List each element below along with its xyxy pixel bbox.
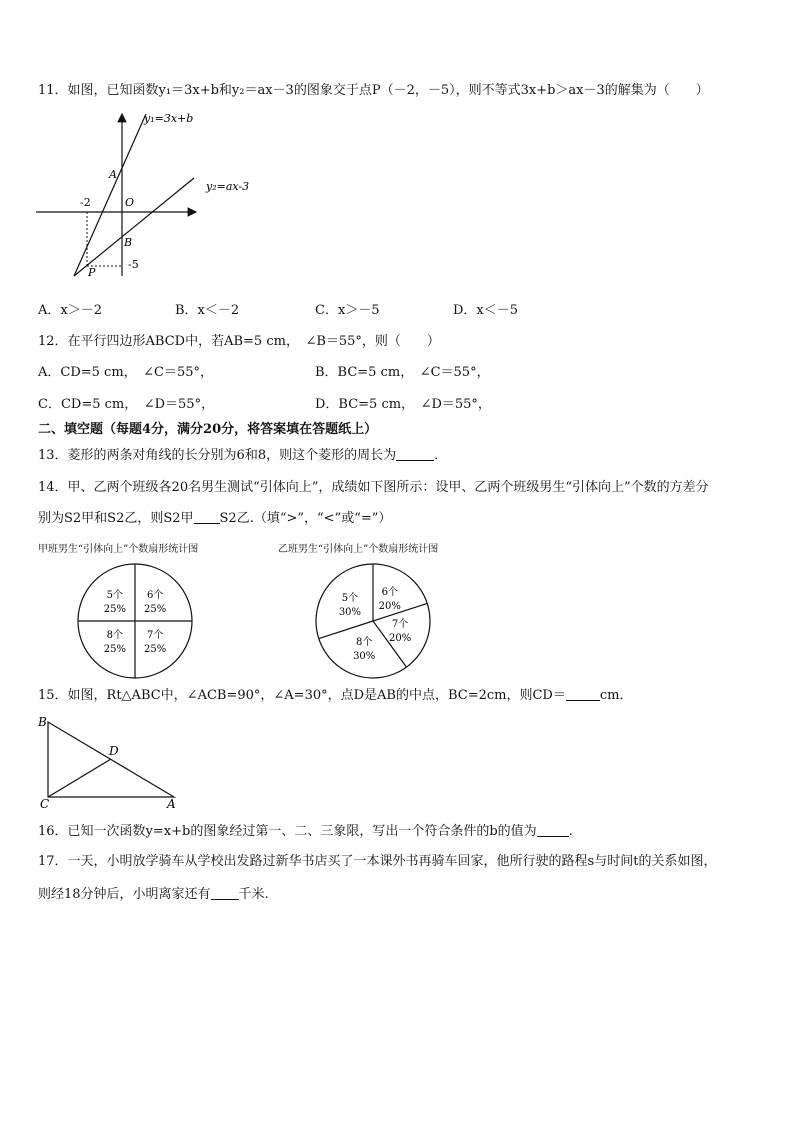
pie-category-label: 5个 <box>106 589 124 601</box>
q17-line2-before: 则经18分钟后，小明离家还有 <box>38 887 211 902</box>
label-D: D <box>109 744 119 758</box>
pie-category-label: 8个 <box>356 637 373 649</box>
pie-percent-label: 25% <box>144 603 167 615</box>
label-O: O <box>125 196 135 209</box>
q11-option-d: D．x＜－5 <box>453 303 519 318</box>
pie-percent-label: 20% <box>388 632 412 644</box>
q16-answer-blank[interactable] <box>537 822 569 837</box>
label-y1: y₁=3x+b <box>144 112 194 125</box>
label-B: B <box>124 236 133 249</box>
q17-answer-blank[interactable] <box>211 885 239 900</box>
pie-category-label: 5个 <box>341 593 359 605</box>
pie-category-label: 7个 <box>391 618 409 630</box>
pie-percent-label: 25% <box>103 603 126 615</box>
q13-answer-blank[interactable] <box>396 446 434 461</box>
q12-option-c: C．CD=5 cm， ∠D＝55°， <box>38 397 215 412</box>
q16-text <box>38 822 573 841</box>
q15-text <box>38 686 632 705</box>
line-y1 <box>74 114 146 276</box>
q14-line2 <box>38 509 391 528</box>
pie-percent-label: 25% <box>144 644 167 656</box>
pie-category-label: 6个 <box>381 586 398 598</box>
q14-line2-before: 别为S2甲和S2乙，则S2甲 <box>38 511 194 526</box>
segment-cd <box>48 759 111 797</box>
q14-answer-blank[interactable] <box>194 509 220 524</box>
section-heading: 二、填空题（每题4分，满分20分，将答案填在答题纸上） <box>38 422 378 437</box>
label-C: C <box>40 797 50 811</box>
label-B: B <box>38 715 47 729</box>
q12-stem: 12．在平行四边形ABCD中，若AB=5 cm， ∠B＝55°，则（ ） <box>38 334 440 349</box>
q17-line1: 17．一天，小明放学骑车从学校出发路过新华书店买了一本课外书再骑车回家，他所行驶的路程s与时间t的关系如图， <box>38 854 717 869</box>
q11-option-a: A．x＞－2 <box>38 303 102 318</box>
chart-b-title: 乙班男生“引体向上”个数扇形统计图 <box>278 544 439 555</box>
pie-category-label: 8个 <box>106 630 124 642</box>
q16-after: . <box>568 824 573 839</box>
pie-percent-label: 30% <box>353 651 376 663</box>
q13-before: 13．菱形的两条对角线的长分别为6和8，则这个菱形的周长为 <box>38 448 397 463</box>
tick-neg2: -2 <box>80 196 91 209</box>
label-A: A <box>167 797 176 811</box>
tick-neg5: -5 <box>128 258 139 271</box>
q13-after: ． <box>434 448 448 463</box>
q12-option-a: A．CD=5 cm， ∠C＝55°， <box>38 365 214 380</box>
q16-before: 16．已知一次函数y=x+b的图象经过第一、二、三象限，写出一个符合条件的b的值为 <box>38 824 537 839</box>
q11-option-b: B．x＜－2 <box>175 303 240 318</box>
q15-triangle <box>36 712 186 810</box>
q14-line2-after: S2乙.（填“>”，“<”或“=”） <box>219 511 392 526</box>
pie-category-label: 7个 <box>146 630 164 642</box>
q11-graph <box>34 106 250 286</box>
q11-option-c: C．x＞－5 <box>315 303 380 318</box>
pie-percent-label: 20% <box>378 600 401 612</box>
q17-line2 <box>38 885 269 904</box>
pie-chart-b <box>313 561 433 681</box>
q15-answer-blank[interactable] <box>566 686 600 701</box>
q15-after: cm． <box>599 688 633 703</box>
pie-chart-a <box>75 561 195 681</box>
label-y2: y₂=ax-3 <box>206 180 250 193</box>
label-A: A <box>109 168 117 181</box>
q11-stem: 11．如图，已知函数y₁＝3x+b和y₂＝ax－3的图象交于点P（－2，－5），则不等式3x+b＞ax－3的解集为（ ） <box>38 83 709 98</box>
q13-text <box>38 446 447 465</box>
pie-percent-label: 30% <box>338 607 362 619</box>
pie-category-label: 6个 <box>146 589 164 601</box>
q17-line2-after: 千米. <box>238 887 269 902</box>
chart-a-title: 甲班男生“引体向上”个数扇形统计图 <box>38 544 199 555</box>
q12-option-b: B．BC=5 cm， ∠C＝55°， <box>315 365 490 380</box>
q14-line1: 14．甲、乙两个班级各20名男生测试“引体向上”，成绩如下图所示：设甲、乙两个班级男生“引体向上”个数的方差分 <box>38 480 709 495</box>
q15-before: 15．如图，Rt△ABC中，∠ACB=90°，∠A=30°，点D是AB的中点，BC=2cm，则CD＝ <box>38 688 566 703</box>
pie-percent-label: 25% <box>103 644 126 656</box>
label-P: P <box>88 266 96 279</box>
q12-option-d: D．BC=5 cm， ∠D＝55°， <box>315 397 491 412</box>
